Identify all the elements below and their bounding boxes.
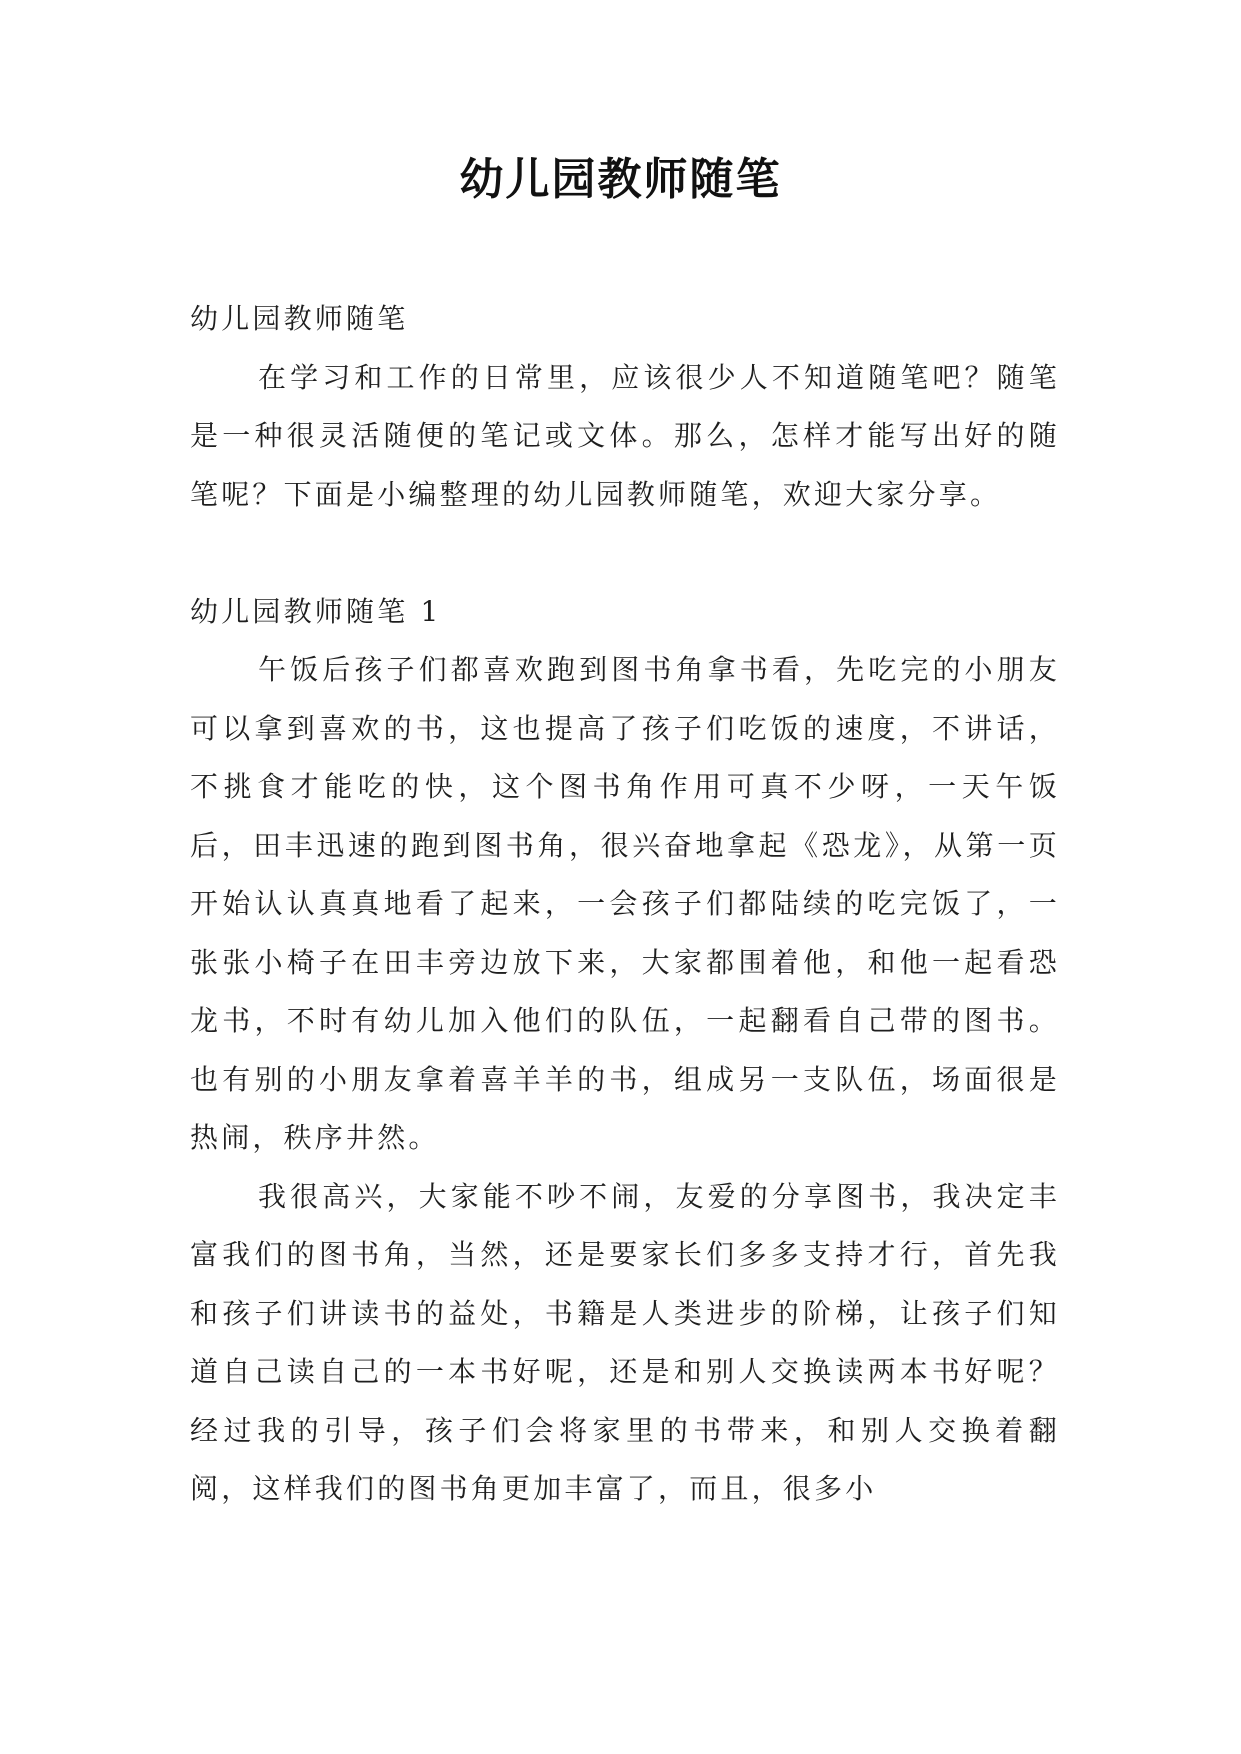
document-body: [190, 290, 1060, 1519]
section-spacer: [190, 524, 1060, 583]
section-1-paragraph-1: 午饭后孩子们都喜欢跑到图书角拿书看，先吃完的小朋友可以拿到喜欢的书，这也提高了孩子们吃饭的速度，不讲话，不挑食才能吃的快，这个图书角作用可真不少呀，一天午饭后，田丰迅速的跑到图书角，很兴奋地拿起《恐龙》，从第一页开始认认真真地看了起来，一会孩子们都陆续的吃完饭了，一张张小椅子在田丰旁边放下来，大家都围着他，和他一起看恐龙书，不时有幼儿加入他们的队伍，一起翻看自己带的图书。也有别的小朋友拿着喜羊羊的书，组成另一支队伍，场面很是热闹，秩序井然。: [190, 653, 1060, 1154]
intro-paragraph: 在学习和工作的日常里，应该很少人不知道随笔吧？随笔是一种很灵活随便的笔记或文体。那么，怎样才能写出好的随笔呢？下面是小编整理的幼儿园教师随笔，欢迎大家分享。: [190, 360, 1060, 511]
section-1-paragraph-2: 我很高兴，大家能不吵不闹，友爱的分享图书，我决定丰富我们的图书角，当然，还是要家长们多多支持才行，首先我和孩子们讲读书的益处，书籍是人类进步的阶梯，让孩子们知道自己读自己的一本书好呢，还是和别人交换读两本书好呢？经过我的引导，孩子们会将家里的书带来，和别人交换着翻阅，这样我们的图书角更加丰富了，而且，很多小: [190, 1179, 1060, 1505]
document-title: 幼儿园教师随笔: [459, 154, 782, 205]
intro-heading: 幼儿园教师随笔: [190, 302, 409, 335]
section-1-heading: 幼儿园教师随笔 1: [190, 594, 442, 628]
